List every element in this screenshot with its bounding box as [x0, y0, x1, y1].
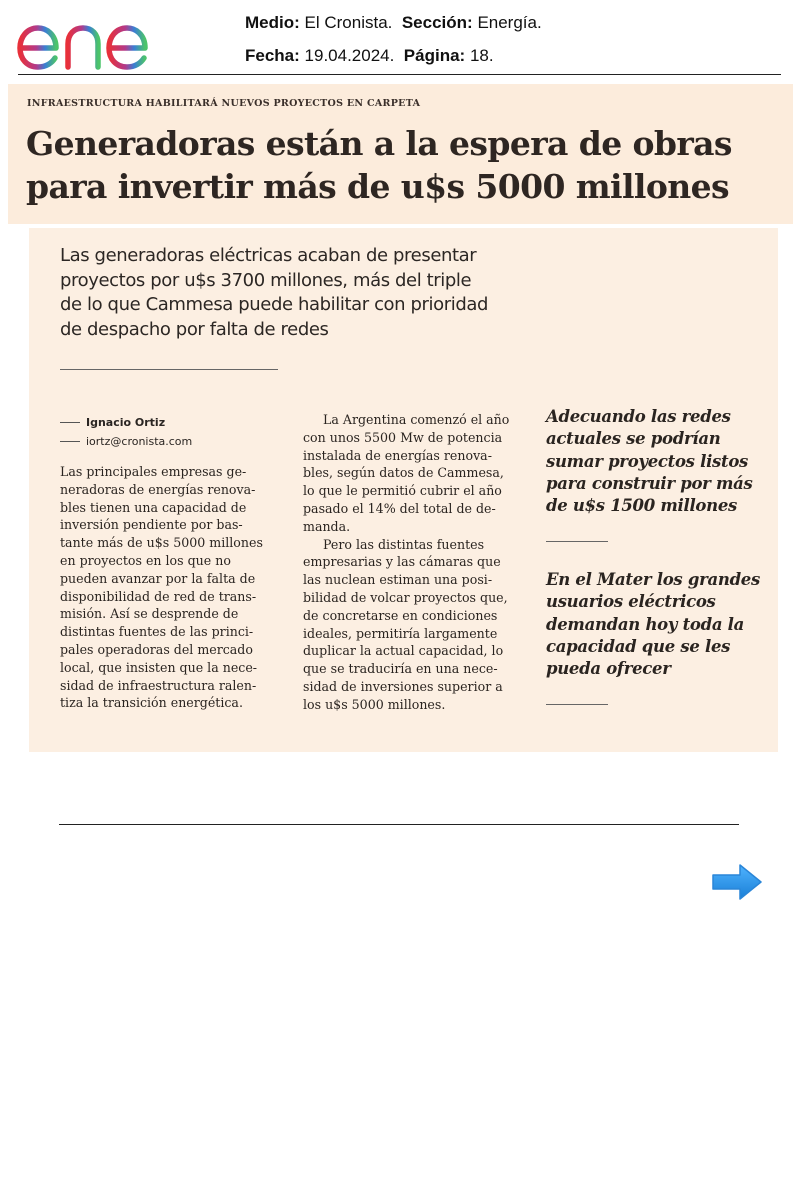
body-line: empresarias y las cámaras que [303, 554, 501, 570]
arrow-right-icon[interactable] [710, 862, 764, 902]
article-headline [26, 122, 786, 208]
body-line: Pero las distintas fuentes [323, 536, 485, 552]
footer-divider [59, 824, 739, 825]
body-column-2 [303, 411, 523, 714]
pull-quote-1 [546, 406, 766, 517]
quote-line: demandan hoy toda la [546, 614, 745, 634]
byline-dash [60, 441, 80, 442]
body-line: que se traduciría en una nece- [303, 661, 498, 677]
pagina-label: Página: [403, 46, 466, 65]
body-column-1 [60, 463, 280, 712]
body-line: disponibilidad de red de trans- [60, 588, 257, 604]
body-line: pueden avanzar por la falta de [60, 570, 256, 586]
body-line: distintas fuentes de las princi- [60, 624, 254, 640]
quote-divider [546, 541, 608, 542]
pull-quote-2 [546, 569, 766, 680]
body-line: con unos 5500 Mw de potencia [303, 429, 503, 445]
body-line: bles tienen una capacidad de [60, 499, 247, 515]
body-line: ideales, permitiría largamente [303, 625, 498, 641]
seccion-label: Sección: [401, 13, 473, 32]
enel-logo [16, 6, 181, 72]
clipping-header [0, 0, 800, 80]
quote-line: para construir por más [546, 473, 753, 493]
subtitle-line: de despacho por falta de redes [60, 318, 329, 340]
headline-line: para invertir más de u$s 5000 millones [26, 167, 730, 206]
body-line: pales operadoras del mercado [60, 641, 253, 657]
fecha-label: Fecha: [245, 46, 300, 65]
medio-seccion-line [245, 13, 542, 33]
body-line: tante más de u$s 5000 millones [60, 535, 263, 551]
body-line: manda. [303, 518, 351, 534]
quote-line: pueda ofrecer [546, 659, 671, 679]
body-paragraph [303, 411, 523, 536]
body-line: tiza la transición energética. [60, 695, 243, 711]
quote-line: Adecuando las redes [546, 407, 731, 426]
seccion-value: Energía. [477, 13, 542, 32]
fecha-value: 19.04.2024. [304, 46, 395, 65]
body-line: sidad de inversiones superior a [303, 678, 503, 694]
quote-line: sumar proyectos listos [546, 451, 749, 471]
body-line: neradoras de energías renova- [60, 481, 256, 497]
body-line: local, que insisten que la nece- [60, 659, 258, 675]
body-line: pasado el 14% del total de de- [303, 500, 496, 516]
quote-line: usuarios eléctricos [546, 592, 716, 612]
quote-line: de u$s 1500 millones [546, 496, 738, 516]
byline-dash [60, 422, 80, 423]
medio-value: El Cronista. [304, 13, 393, 32]
body-line: bilidad de volcar proyectos que, [303, 589, 508, 605]
body-paragraph [303, 536, 523, 714]
quote-divider [546, 704, 608, 705]
body-line: instalada de energías renova- [303, 447, 492, 463]
author-name: Ignacio Ortiz [86, 416, 166, 429]
article-subtitle [60, 244, 490, 342]
body-line: duplicar la actual capacidad, lo [303, 643, 504, 659]
body-line: lo que le permitió cubrir el año [303, 483, 502, 499]
fecha-pagina-line [245, 46, 494, 66]
body-line: las nuclean estiman una posi- [303, 572, 493, 588]
quote-line: capacidad que se les [546, 636, 731, 656]
quote-line: En el Mater los grandes [546, 570, 760, 589]
subtitle-line: de lo que Cammesa puede habilitar con prioridad [60, 294, 489, 315]
byline [60, 413, 192, 451]
body-line: de concretarse en condiciones [303, 607, 498, 623]
body-line: los u$s 5000 millones. [303, 696, 446, 712]
article-kicker: INFRAESTRUCTURA HABILITARÁ NUEVOS PROYECTOS EN CARPETA [27, 98, 421, 109]
pagina-value: 18. [469, 46, 494, 65]
body-line: La Argentina comenzó el año [323, 412, 510, 427]
body-line: inversión pendiente por bas- [60, 517, 243, 533]
medio-label: Medio: [245, 13, 300, 32]
subtitle-line: proyectos por u$s 3700 millones, más del triple [60, 269, 472, 291]
body-line: Las principales empresas ge- [60, 464, 247, 479]
body-line: bles, según datos de Cammesa, [303, 465, 504, 481]
header-divider [18, 74, 781, 75]
subtitle-line: Las generadoras eléctricas acaban de presentar [60, 245, 477, 266]
subtitle-divider [60, 369, 278, 370]
author-email[interactable]: iortz@cronista.com [86, 435, 193, 448]
headline-line: Generadoras están a la espera de obras [26, 124, 732, 163]
quote-line: actuales se podrían [546, 429, 721, 449]
body-line: en proyectos en los que no [60, 552, 231, 568]
body-line: misión. Así se desprende de [60, 606, 239, 622]
body-line: sidad de infraestructura ralen- [60, 677, 257, 693]
